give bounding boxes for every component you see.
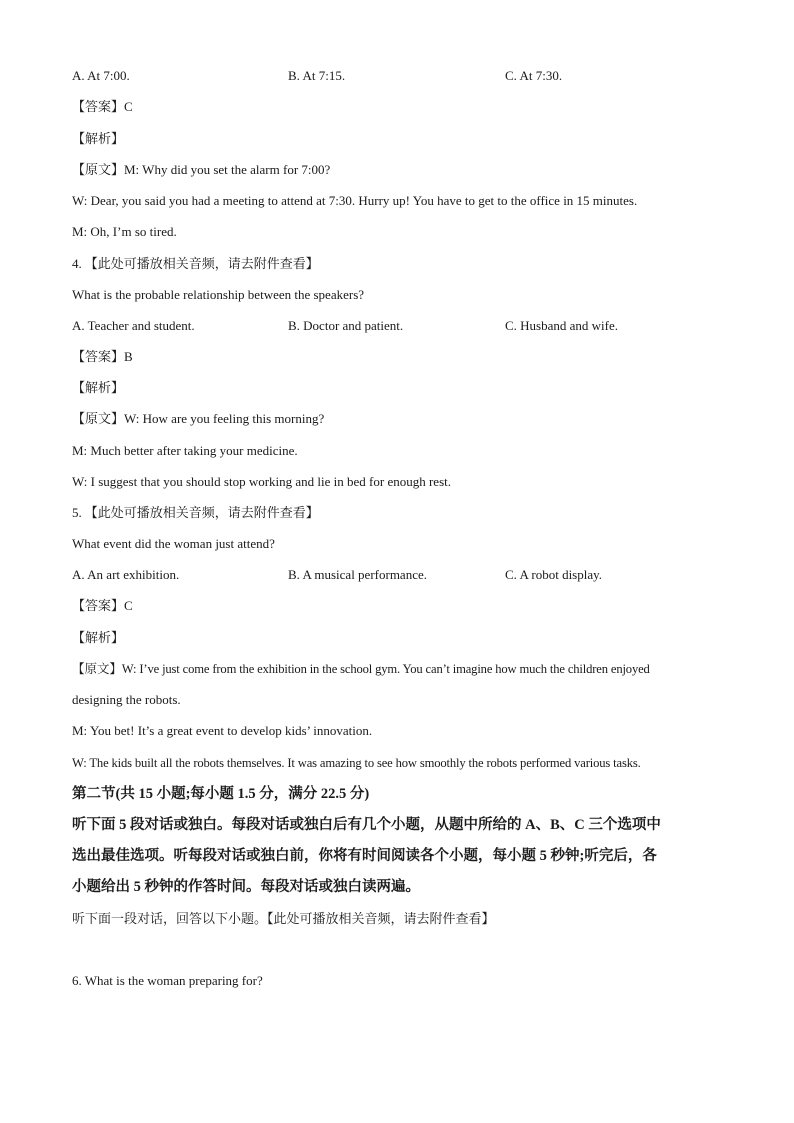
q5-question: What event did the woman just attend? (72, 536, 275, 551)
section-instruction-line: 听下面 5 段对话或独白。每段对话或独白后有几个小题，从题中所给的 A、B、C 三个选项中 (72, 817, 661, 833)
q5-transcript-line: M: You bet! It’s a great event to develop kids’ innovation. (72, 723, 373, 738)
q4-header (72, 256, 319, 272)
q5-number: 5. (72, 505, 82, 520)
q4-audio-note: 【此处可播放相关音频，请去附件查看】 (84, 256, 319, 271)
q5-transcript-line: W: The kids built all the robots themselves. It was amazing to see how smoothly the robots performed various tasks. (72, 756, 641, 770)
q4-option-a: A. Teacher and student. (72, 318, 195, 333)
q3-answer: 【答案】C (72, 99, 133, 114)
q4-transcript-line: 【原文】W: How are you feeling this morning? (72, 411, 325, 426)
section-instruction-line: 选出最佳选项。听每段对话或独白前，你将有时间阅读各个小题，每小题 5 秒钟;听完后，各 (72, 848, 657, 864)
q4-number: 4. (72, 256, 82, 271)
q4-answer: 【答案】B (72, 349, 133, 364)
q5-analysis: 【解析】 (72, 630, 125, 645)
q5-header (72, 505, 319, 521)
q3-transcript-line: W: Dear, you said you had a meeting to attend at 7:30. Hurry up! You have to get to the office in 15 minutes. (72, 193, 638, 208)
q5-option-a: A. An art exhibition. (72, 567, 180, 582)
q3-option-c: C. At 7:30. (505, 68, 563, 83)
q5-transcript-line: 【原文】W: I’ve just come from the exhibition in the school gym. You can’t imagine how much the children enjoyed (72, 662, 650, 676)
section-lead: 听下面一段对话，回答以下小题。【此处可播放相关音频，请去附件查看】 (72, 911, 495, 926)
q4-transcript-line: W: I suggest that you should stop working and lie in bed for enough rest. (72, 474, 451, 489)
q4-transcript-line: M: Much better after taking your medicine. (72, 443, 298, 458)
q4-option-b: B. Doctor and patient. (288, 318, 404, 333)
q4-option-c: C. Husband and wife. (505, 318, 619, 333)
q5-option-b: B. A musical performance. (288, 567, 427, 582)
q4-question: What is the probable relationship between the speakers? (72, 287, 365, 302)
q6-question: 6. What is the woman preparing for? (72, 973, 263, 988)
q5-option-c: C. A robot display. (505, 567, 603, 582)
q3-option-a: A. At 7:00. (72, 68, 130, 83)
section-heading: 第二节(共 15 小题;每小题 1.5 分，满分 22.5 分) (72, 786, 370, 802)
q3-option-b: B. At 7:15. (288, 68, 346, 83)
section-instruction-line: 小题给出 5 秒钟的作答时间。每段对话或独白读两遍。 (72, 879, 420, 895)
q5-transcript-line: designing the robots. (72, 692, 181, 707)
q3-analysis: 【解析】 (72, 131, 125, 146)
q3-transcript-line: M: Oh, I’m so tired. (72, 224, 177, 239)
q4-analysis: 【解析】 (72, 380, 125, 395)
q5-audio-note: 【此处可播放相关音频，请去附件查看】 (84, 505, 319, 520)
q5-answer: 【答案】C (72, 598, 133, 613)
q3-transcript-line: 【原文】M: Why did you set the alarm for 7:00? (72, 162, 331, 177)
